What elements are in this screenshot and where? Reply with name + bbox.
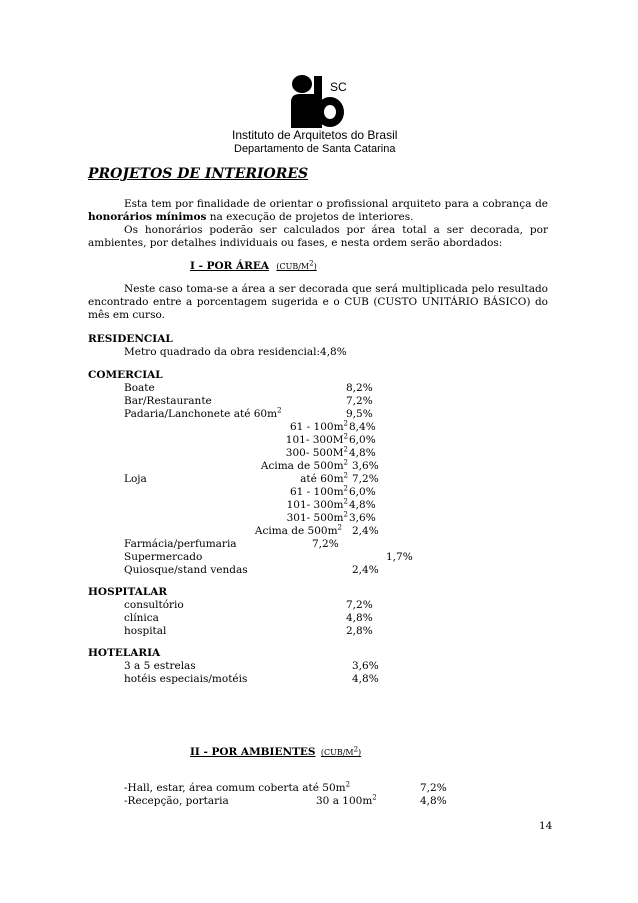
loja-range-0: até $60m^2$ bbox=[300, 471, 348, 485]
padaria-value: 9,5% bbox=[346, 408, 373, 420]
supermercado-value: 1,7% bbox=[386, 551, 413, 563]
loja-range-2-value: 4,8% bbox=[349, 499, 376, 511]
recepcao-range: 30 a $100m^2$ bbox=[316, 793, 377, 807]
intro-paragraph-2: Os honorários poderão ser calculados por área total a ser decorada, por ambientes, por detalhes individuais ou fases, e nesta ordem serão abordados: bbox=[88, 224, 548, 249]
consultorio-value: 7,2% bbox=[346, 599, 373, 611]
hall-value: 7,2% bbox=[420, 782, 447, 794]
section-2-title: II - POR AMBIENTES bbox=[190, 746, 316, 758]
padaria-range-2: 101- $300M^2$ bbox=[285, 432, 348, 446]
section-1-text: Neste caso toma-se a área a ser decorada que será multiplicada pelo resultado encontrado entre a porcentagem sugerida e o CUB (CUSTO UNITÁRIO BÁSICO) do mês em curso. bbox=[88, 283, 548, 321]
padaria-range-1: $61 - 100m^2$ bbox=[289, 419, 348, 433]
loja-range-0-value: 7,2% bbox=[352, 473, 379, 485]
hoteis-value: 4,8% bbox=[352, 673, 379, 685]
section-2-unit: (CUB/M2) bbox=[320, 745, 362, 757]
loja-range-3: 301- $500m^2$ bbox=[286, 510, 348, 524]
padaria-label: Padaria/Lanchonete até $60m^2$ bbox=[124, 406, 282, 420]
hospital-value: 2,8% bbox=[346, 625, 373, 637]
intro-text: Esta tem por finalidade de orientar o profissional arquiteto para a cobrança de bbox=[124, 198, 548, 210]
hospital-label: hospital bbox=[124, 625, 167, 637]
loja-range-4: Acima de $500m^2$ bbox=[254, 523, 342, 537]
page-number: 14 bbox=[539, 820, 553, 832]
hoteis-label: hotéis especiais/motéis bbox=[124, 673, 248, 685]
hotelaria-title: HOTELARIA bbox=[88, 647, 161, 659]
padaria-range-3: 300- $500M^2$ bbox=[285, 445, 348, 459]
loja-range-4-value: 2,4% bbox=[352, 525, 379, 537]
section-1-paragraph bbox=[88, 283, 548, 322]
intro-block bbox=[88, 198, 548, 250]
quiosque-value: 2,4% bbox=[352, 564, 379, 576]
farmacia-value: 7,2% bbox=[312, 538, 339, 550]
section-1-heading bbox=[190, 260, 317, 273]
loja-range-1-value: 6,0% bbox=[349, 486, 376, 498]
hall-label: -Hall, estar, área comum coberta até $50m^2$ bbox=[124, 780, 351, 794]
section-1-unit: (CUB/M2) bbox=[276, 259, 317, 271]
clinica-value: 4,8% bbox=[346, 612, 373, 624]
intro-paragraph-1 bbox=[88, 198, 548, 224]
loja-label: Loja bbox=[124, 473, 147, 485]
boate-value: 8,2% bbox=[346, 382, 373, 394]
loja-range-1: $61 - 100m^2$ bbox=[289, 484, 348, 498]
comercial-title: COMERCIAL bbox=[88, 369, 163, 381]
padaria-range-1-value: 8,4% bbox=[349, 421, 376, 433]
department-name: Departamento de Santa Catarina bbox=[234, 143, 396, 155]
page-title: PROJETOS DE INTERIORES bbox=[88, 166, 309, 182]
farmacia-label: Farmácia/perfumaria bbox=[124, 538, 237, 550]
padaria-range-3-value: 4,8% bbox=[349, 447, 376, 459]
intro-bold-term: honorários mínimos bbox=[88, 211, 207, 223]
quiosque-label: Quiosque/stand vendas bbox=[124, 564, 248, 576]
bar-value: 7,2% bbox=[346, 395, 373, 407]
padaria-range-2-value: 6,0% bbox=[349, 434, 376, 446]
estrelas-value: 3,6% bbox=[352, 660, 379, 672]
consultorio-label: consultório bbox=[124, 599, 184, 611]
institute-name: Instituto de Arquitetos do Brasil bbox=[232, 128, 398, 142]
supermercado-label: Supermercado bbox=[124, 551, 203, 563]
section-1-title: I - POR ÁREA bbox=[190, 260, 270, 272]
clinica-label: clínica bbox=[124, 612, 159, 624]
padaria-range-4-value: 3,6% bbox=[352, 460, 379, 472]
iab-logo bbox=[288, 72, 354, 130]
hospitalar-title: HOSPITALAR bbox=[88, 586, 168, 598]
residencial-title: RESIDENCIAL bbox=[88, 333, 173, 345]
loja-range-2: 101- $300m^2$ bbox=[286, 497, 348, 511]
recepcao-value: 4,8% bbox=[420, 795, 447, 807]
logo-sc-text: SC bbox=[330, 80, 347, 94]
bar-label: Bar/Restaurante bbox=[124, 395, 212, 407]
residencial-line: Metro quadrado da obra residencial:4,8% bbox=[124, 346, 347, 358]
recepcao-label: -Recepção, portaria bbox=[124, 795, 229, 807]
section-2-heading bbox=[190, 746, 361, 759]
estrelas-label: 3 a 5 estrelas bbox=[124, 660, 196, 672]
padaria-range-4: Acima de $500m^2$ bbox=[260, 458, 348, 472]
loja-range-3-value: 3,6% bbox=[349, 512, 376, 524]
intro-text-end: na execução de projetos de interiores. bbox=[206, 211, 414, 223]
boate-label: Boate bbox=[124, 382, 155, 394]
